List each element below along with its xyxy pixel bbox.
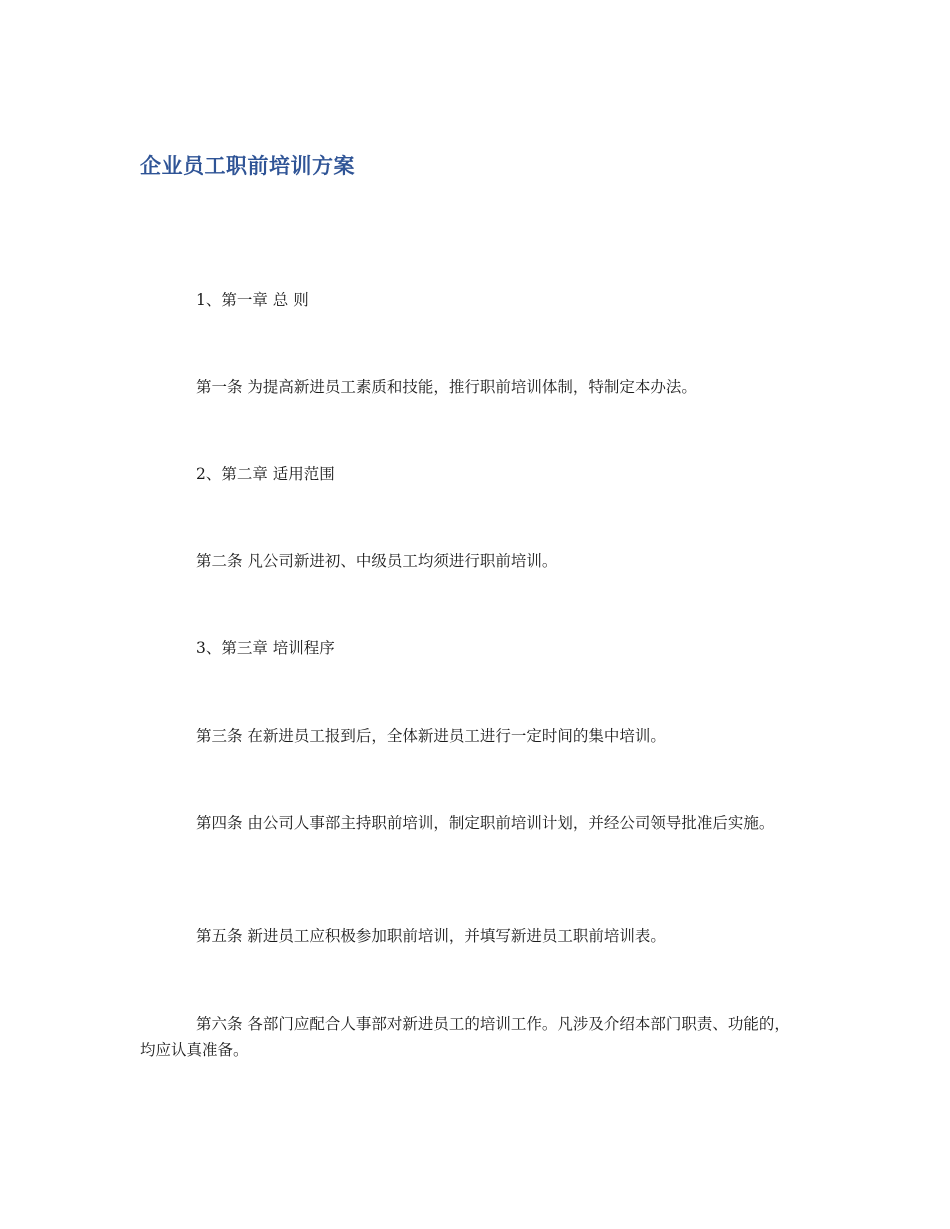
article-5: 第五条 新进员工应积极参加职前培训，并填写新进员工职前培训表。: [196, 927, 666, 945]
chapter-1-heading: 1、第一章 总 则: [196, 291, 309, 309]
article-2: 第二条 凡公司新进初、中级员工均须进行职前培训。: [196, 552, 558, 570]
chapter-2-heading: 2、第二章 适用范围: [196, 465, 335, 483]
article-6: 第六条 各部门应配合人事部对新进员工的培训工作。凡涉及介绍本部门职责、功能的，均应认真准备。: [140, 1015, 790, 1059]
chapter-3-heading: 3、第三章 培训程序: [196, 639, 335, 657]
article-3: 第三条 在新进员工报到后，全体新进员工进行一定时间的集中培训。: [196, 727, 666, 745]
article-4: 第四条 由公司人事部主持职前培训，制定职前培训计划，并经公司领导批准后实施。: [196, 814, 775, 832]
article-1: 第一条 为提高新进员工素质和技能，推行职前培训体制，特制定本办法。: [196, 378, 697, 396]
document-title: 企业员工职前培训方案: [140, 154, 355, 178]
